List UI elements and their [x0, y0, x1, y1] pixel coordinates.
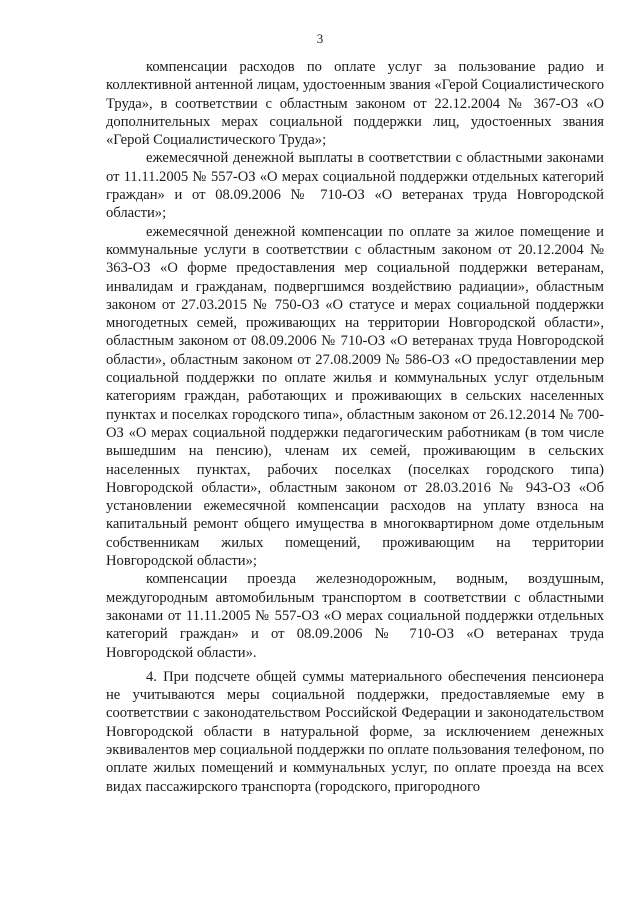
paragraph-monthly-payment: ежемесячной денежной выплаты в соответствии с областными законами от 11.11.2005 № 557-ОЗ «О мерах социальной поддержки отдельных категорий граждан» и от 08.09.2006 № 710-ОЗ «О ветеранах труда Новгородской области»; [106, 150, 604, 222]
page-number: 3 [316, 31, 324, 46]
document-body [106, 58, 604, 796]
paragraph-item-4: 4. При подсчете общей суммы материального обеспечения пенсионера не учитываются меры социальной поддержки, предоставляемые ему в соответствии с законодательством Российской Федерации и законодательством Новгородской области в натуральной форме, за исключением денежных эквивалентов мер социальной поддержки по оплате пользования телефоном, по оплате жилых помещений и коммунальных услуг, по оплате проезда на всех видах пассажирского транспорта (городского, пригородного [106, 668, 604, 795]
paragraph-radio-compensation: компенсации расходов по оплате услуг за пользование радио и коллективной антенной лицам, удостоенным звания «Герой Социалистического Труда», в соответствии с областным законом от 22.12.2004 № 367-ОЗ «О дополнительных мерах социальной поддержки лиц, удостоенных звания «Герой Социалистического Труда»; [106, 59, 604, 149]
paragraph-housing-compensation: ежемесячной денежной компенсации по оплате за жилое помещение и коммунальные услуги в соответствии с областным законом от 20.12.2004 № 363-ОЗ «О форме предоставления мер социальной поддержки ветеранам, инвалидам и гражданам, подвергшимся воздействию радиации», областным законом от 27.03.2015 № 750-ОЗ «О статусе и мерах социальной поддержки многодетных семей, проживающих на территории Новгородской области», областным законом от 08.09.2006 № 710-ОЗ «О ветеранах труда Новгородской области», областным законом от 27.08.2009 № 586-ОЗ «О предоставлении мер социальной поддержки по оплате жилья и коммунальных услуг отдельным категориям граждан, работающих и проживающих в сельских населенных пунктах и поселках городского типа», областным законом от 26.12.2014 № 700-ОЗ «О мерах социальной поддержки педагогическим работникам (в том числе вышедшим на пенсию), членам их семей, проживающим в сельских населенных пунктах, рабочих поселках (поселках городского типа) Новгородской области», областным законом от 28.03.2016 № 943-ОЗ «Об установлении ежемесячной компенсации расходов на уплату взноса на капитальный ремонт общего имущества в многоквартирном доме отдельным собственникам жилых помещений, проживающим на территории Новгородской области»; [106, 223, 604, 570]
paragraph-travel-compensation: компенсации проезда железнодорожным, водным, воздушным, междугородным автомобильным транспортом в соответствии с областными законами от 11.11.2005 № 557-ОЗ «О мерах социальной поддержки отдельных категорий граждан» и от 08.09.2006 № 710-ОЗ «О ветеранах труда Новгородской области». [106, 571, 604, 661]
